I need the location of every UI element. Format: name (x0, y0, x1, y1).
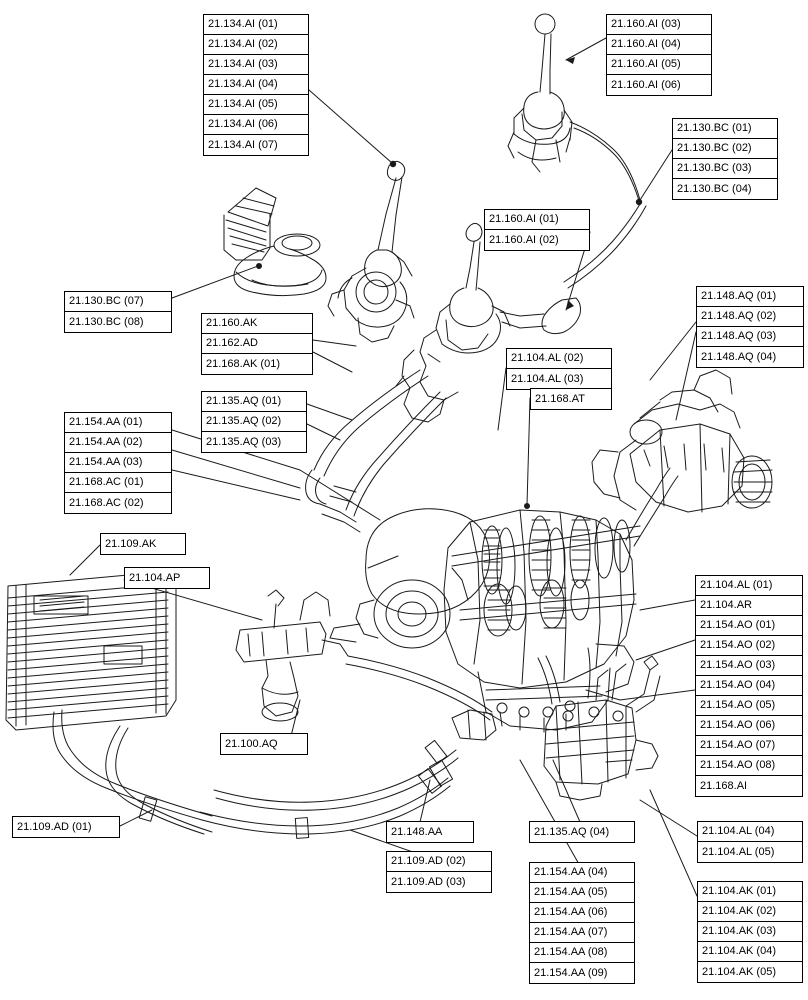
callout-label: 21.154.AA (05) (530, 883, 634, 903)
callout-label: 21.154.AO (04) (696, 676, 802, 696)
callout-label: 21.109.AD (02) (387, 852, 491, 872)
callout-group-21-135-aq (201, 391, 307, 453)
callout-group-21-104-ap (124, 567, 210, 589)
callout-label: 21.135.AQ (03) (206, 435, 282, 448)
callout-label: 21.160.AI (03) (607, 15, 711, 35)
callout-label: 21.154.AO (01) (696, 616, 802, 636)
callout-label: 21.130.BC (03) (673, 159, 777, 179)
callout-group-21-148-aq (696, 286, 804, 368)
callout-label: 21.162.AD (202, 334, 312, 354)
callout-group-21-154-aa-upper (64, 412, 172, 514)
callout-label: 21.168.AT (535, 392, 585, 405)
callout-group-21-109-ad-lower (386, 851, 492, 893)
callout-group-21-104-al-center (506, 348, 612, 390)
callout-label: 21.148.AQ (02) (697, 307, 803, 327)
callout-label: 21.148.AQ (01) (697, 287, 803, 307)
callout-label: 21.160.AI (05) (607, 55, 711, 75)
callout-label: 21.154.AA (02) (65, 433, 171, 453)
callout-label: 21.154.AO (03) (696, 656, 802, 676)
callout-label: 21.154.AA (06) (530, 903, 634, 923)
callout-group-21-160-ak (201, 313, 313, 375)
callout-group-21-130-bc-lower (64, 291, 172, 333)
callout-label: 21.104.AK (05) (702, 965, 776, 978)
callout-label: 21.100.AQ (225, 737, 278, 750)
callout-label: 21.134.AI (05) (204, 95, 308, 115)
callout-label: 21.154.AA (08) (530, 943, 634, 963)
callout-label: 21.134.AI (03) (204, 55, 308, 75)
callout-label: 21.135.AQ (04) (534, 825, 610, 838)
callout-label: 21.104.AL (02) (507, 349, 611, 369)
callout-label: 21.135.AQ (01) (202, 392, 306, 412)
callout-label: 21.154.AA (07) (530, 923, 634, 943)
callout-label: 21.154.AA (04) (530, 863, 634, 883)
callout-label: 21.104.AK (01) (698, 882, 802, 902)
callout-label: 21.104.AK (02) (698, 902, 802, 922)
callout-label: 21.134.AI (07) (208, 138, 278, 151)
callout-label: 21.104.AL (05) (702, 845, 775, 858)
callout-label: 21.154.AA (03) (65, 453, 171, 473)
callout-label: 21.130.BC (08) (69, 315, 144, 328)
callout-group-21-134-ai (203, 14, 309, 156)
callout-group-21-104-al-lower (697, 821, 803, 863)
callout-label: 21.104.AP (129, 571, 181, 584)
callout-label: 21.109.AK (105, 537, 157, 550)
callout-label: 21.168.AC (01) (65, 473, 171, 493)
callout-label: 21.148.AQ (03) (697, 327, 803, 347)
callout-label: 21.104.AL (03) (511, 372, 584, 385)
callout-label: 21.104.AL (01) (696, 576, 802, 596)
callout-label: 21.160.AI (02) (489, 233, 559, 246)
callout-group-21-135-aq-04 (529, 821, 635, 843)
callout-label: 21.168.AC (02) (69, 496, 144, 509)
callout-label: 21.148.AQ (04) (701, 350, 777, 363)
callout-label: 21.134.AI (02) (204, 35, 308, 55)
callout-label: 21.104.AK (04) (698, 942, 802, 962)
callout-label: 21.148.AA (391, 825, 443, 838)
callout-label: 21.109.AD (01) (17, 820, 92, 833)
callout-label: 21.154.AO (02) (696, 636, 802, 656)
callout-label: 21.168.AK (01) (206, 357, 280, 370)
callout-group-21-154-aa-lower (529, 862, 635, 984)
callout-label: 21.104.AK (03) (698, 922, 802, 942)
callout-group-21-148-aa (386, 821, 474, 843)
callout-group-21-168-at (530, 388, 612, 410)
callout-label: 21.130.BC (07) (65, 292, 171, 312)
callout-group-21-104-ak (697, 881, 803, 983)
callout-label: 21.130.BC (02) (673, 139, 777, 159)
callout-label: 21.160.AK (202, 314, 312, 334)
callout-label: 21.154.AO (05) (696, 696, 802, 716)
callout-group-21-160-ai-lower (484, 209, 590, 251)
callout-label: 21.104.AL (04) (698, 822, 802, 842)
callout-label: 21.109.AD (03) (391, 875, 466, 888)
callout-group-21-160-ai-upper (606, 14, 712, 96)
callout-group-21-109-ad-01 (12, 816, 120, 838)
callout-label: 21.134.AI (06) (204, 115, 308, 135)
callout-label: 21.168.AI (700, 779, 748, 792)
callout-label: 21.154.AA (09) (534, 966, 608, 979)
callout-label: 21.104.AR (696, 596, 802, 616)
callout-label: 21.160.AI (06) (611, 78, 681, 91)
callout-label: 21.130.BC (01) (673, 119, 777, 139)
callout-label: 21.154.AA (01) (65, 413, 171, 433)
callout-label: 21.160.AI (01) (485, 210, 589, 230)
callout-label: 21.135.AQ (02) (202, 412, 306, 432)
callout-label: 21.160.AI (04) (607, 35, 711, 55)
callout-label: 21.134.AI (01) (204, 15, 308, 35)
callout-group-21-109-ak (100, 533, 186, 555)
callout-label: 21.134.AI (04) (204, 75, 308, 95)
callout-label: 21.154.AO (06) (696, 716, 802, 736)
callout-label: 21.130.BC (04) (677, 182, 752, 195)
callout-group-21-154-ao (695, 575, 803, 797)
callout-group-21-100-aq (220, 733, 308, 755)
callout-label: 21.154.AO (07) (696, 736, 802, 756)
callout-group-21-130-bc-upper (672, 118, 778, 200)
callout-label: 21.154.AO (08) (696, 756, 802, 776)
